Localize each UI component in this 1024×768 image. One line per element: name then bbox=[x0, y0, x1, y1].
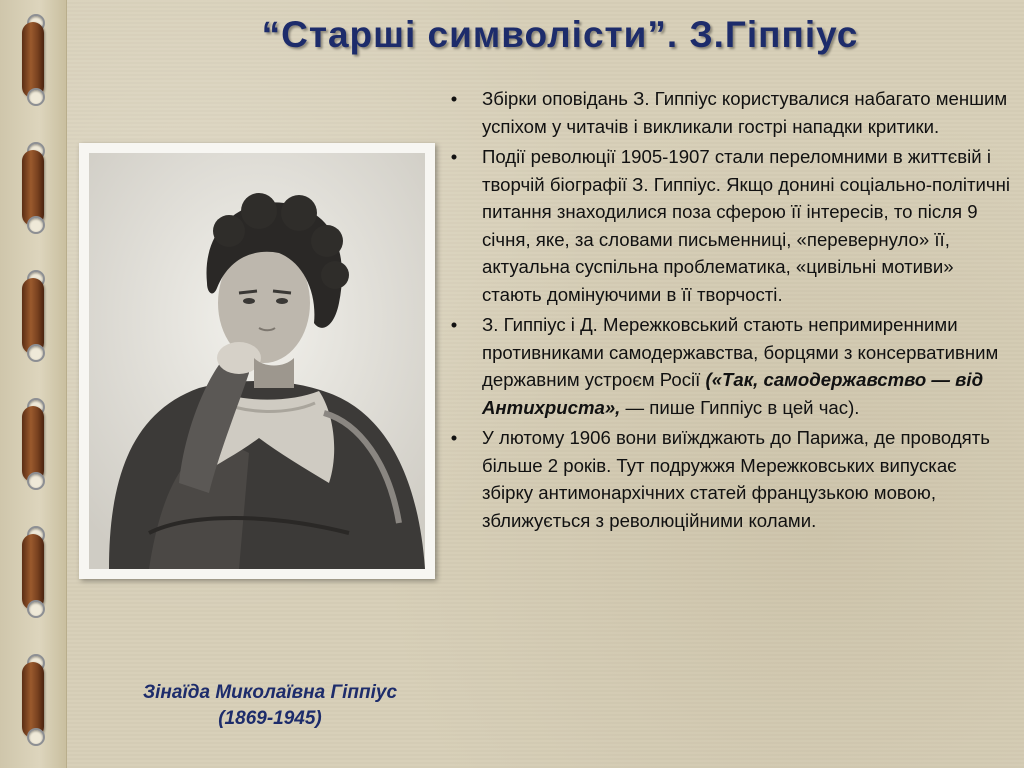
caption-years: (1869-1945) bbox=[218, 708, 322, 729]
binding-ring-icon bbox=[14, 270, 48, 362]
bullet-text-before: З. Гиппіус і Д. Мережковський стають непримиренними противниками самодержавства, борцями з консервативним державним устроєм Росії bbox=[482, 314, 999, 390]
bullet-list bbox=[440, 85, 1010, 537]
notebook-binding bbox=[0, 0, 67, 768]
bullet-text: У лютому 1906 вони виїжджають до Парижа, де проводять більше 2 років. Тут подружжя Мережковських випускає збірку антимонархічних статей французькою мовою, зближується з революційними колами. bbox=[482, 427, 990, 531]
bullet-text: Події революції 1905-1907 стали переломними в життєвій і творчій біографії З. Гиппіус. Якщо донині соціально-політичні питання знаходилися поза сферою її інтересів, то після 9 січня, яке, за словами письменниці, «перевернуло» її, актуальна суспільна проблематика, «цивільні мотиви» стають домінуючими в її творчості. bbox=[482, 146, 1010, 305]
portrait-photo bbox=[89, 153, 425, 569]
bullet-icon: • bbox=[450, 314, 458, 335]
list-item bbox=[440, 85, 1010, 140]
list-item bbox=[440, 424, 1010, 534]
bullet-quote: («Так, самодержавство — від Антихриста», bbox=[482, 369, 984, 418]
binding-ring-icon bbox=[14, 398, 48, 490]
slide-title: “Старші символісти”. З.Гіппіус bbox=[261, 14, 859, 55]
bullet-icon: • bbox=[450, 146, 458, 167]
list-item bbox=[440, 143, 1010, 308]
binding-ring-icon bbox=[14, 654, 48, 746]
portrait-frame bbox=[79, 143, 435, 579]
list-item bbox=[440, 311, 1010, 421]
bullet-icon: • bbox=[450, 88, 458, 109]
bullet-text: Збірки оповідань З. Гиппіус користувалися набагато меншим успіхом у читачів і викликали гострі нападки критики. bbox=[482, 88, 1008, 137]
bullet-icon: • bbox=[450, 427, 458, 448]
portrait-caption bbox=[100, 680, 440, 732]
caption-name: Зінаїда Миколаївна Гіппіус bbox=[142, 682, 398, 703]
binding-ring-icon bbox=[14, 142, 48, 234]
binding-ring-icon bbox=[14, 14, 48, 106]
bullet-text-after: — пише Гиппіус в цей час). bbox=[620, 396, 860, 418]
binding-ring-icon bbox=[14, 526, 48, 618]
